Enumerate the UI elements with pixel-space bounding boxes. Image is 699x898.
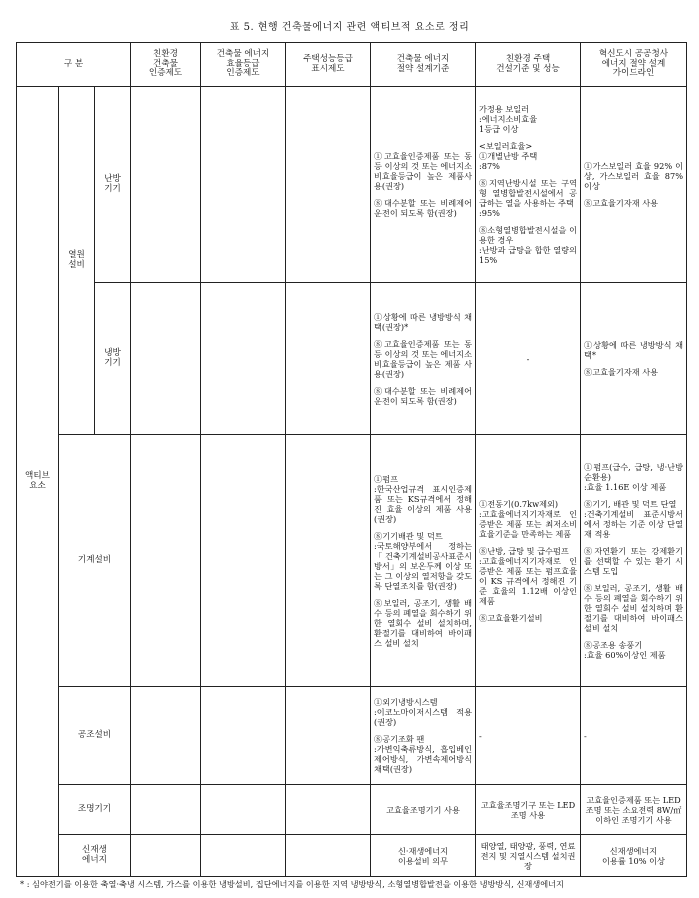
cooling-col1 xyxy=(131,283,201,435)
header-col2: 건축물 에너지 효율등급 인증제도 xyxy=(201,43,286,87)
header-gubun: 구 분 xyxy=(17,43,131,87)
renewable-col1 xyxy=(131,835,201,877)
cooling-col3 xyxy=(286,283,371,435)
row-cooling xyxy=(17,283,687,435)
mechanical-col3 xyxy=(286,435,371,687)
header-col1: 친환경 건축물 인증제도 xyxy=(131,43,201,87)
row-lighting xyxy=(17,785,687,835)
active-elements-table xyxy=(16,42,687,877)
lighting-guide: 고효율인증제품 또는 LED조명 또는 소요전력 8W/㎡ 이하인 조명기기 사용 xyxy=(581,785,687,835)
renewable-design: 신·재생에너지 이용설비 의무 xyxy=(371,835,476,877)
row-renewable xyxy=(17,835,687,877)
hvac-col3 xyxy=(286,687,371,785)
cooling-design: ①상황에 따른 냉방방식 채택(권장)* ⑧고효율인증제품 또는 동등 이상의 것 또는 에너지소비효율등급이 높은 제품 사용(권장) ⑧대수분할 또는 비례제어운전이 되도록 함(권장) xyxy=(371,283,476,435)
label-active: 액티브 요소 xyxy=(17,87,59,877)
hvac-guide: - xyxy=(581,687,687,785)
heating-col1 xyxy=(131,87,201,283)
table-title: 표 5. 현행 건축물에너지 관련 액티브적 요소로 정리 xyxy=(229,22,470,33)
hvac-housing: - xyxy=(476,687,581,785)
mechanical-design: ①펌프 :한국산업규격 표시인증제품 또는 KS규격에서 정해진 효율 이상의 제품 사용(권장) ⑧기기배관 및 덕트 :국토해양부에서 정하는「건축기계설비공사표준시방서」의 보온두께 이상 또는 그 이상의 열저항을 갖도록 단열조치를 함(권장) ⑧보일러, 공조기, 생활 배수 등의 폐열을 회수하기 위한 열회수 설비 설치하며, 환절기를 대비하여 바이패스 설비 설치 xyxy=(371,435,476,687)
lighting-col3 xyxy=(286,785,371,835)
heating-guide: ①가스보일러 효율 92% 이상, 가스보일러 효율 87% 이상 ⑧고효율기자재 사용 xyxy=(581,87,687,283)
footnote: * : 심야전기를 이용한 축열·축냉 시스템, 가스를 이용한 냉방설비, 집단에너지를 이용한 지역 냉방방식, 소형열병합발전을 이용한 냉방방식, 신재생에너지 xyxy=(20,879,564,889)
hvac-design: ①외기냉방시스템 :이코노마이저시스템 적용(권장) ⑧공기조화 팬 :가변익축류방식, 흡입베인제어방식, 가변속제어방식 채택(권장) xyxy=(371,687,476,785)
heating-col3 xyxy=(286,87,371,283)
heating-col2 xyxy=(201,87,286,283)
lighting-design: 고효율조명기기 사용 xyxy=(371,785,476,835)
label-lighting: 조명기기 xyxy=(59,785,131,835)
header-col6: 혁신도시 공공청사 에너지 절약 설계 가이드라인 xyxy=(581,43,687,87)
hvac-col1 xyxy=(131,687,201,785)
mechanical-guide: ①펌프(급수, 급탕, 냉·난방 순환용) :효율 1.16E 이상 제품 ⑧기기, 배관 및 덕트 단열 :건축기계설비 표준시방서에서 정하는 기준 이상 단열재 적용 ⑧자연환기 또는 강제환기를 선택할 수 있는 환기 시스템 도입 ⑧보일러, 공조기, 생활 배수 등의 폐열을 회수하기 위한 열회수 설비 설치하며 환절기를 대비하여 바이패스 설비 설치 ⑧공조용 송풍기 :효율 60%이상인 제품 xyxy=(581,435,687,687)
row-mechanical xyxy=(17,435,687,687)
mechanical-housing: ①전동기(0.7kw제외) :고효율에너지기자재로 인증받은 제품 또는 최저소비효율기준을 만족하는 제품 ⑧난방, 급탕 및 급수펌프 :고효율에너지기자재로 인증받은 제품 또는 펌프효율이 KS 규격에서 정해진 기준 효율의 1.12배 이상인 제품 ⑧고효율환기설비 xyxy=(476,435,581,687)
label-renewable: 신재생 에너지 xyxy=(59,835,131,877)
label-hvac: 공조설비 xyxy=(59,687,131,785)
renewable-col2 xyxy=(201,835,286,877)
hvac-col2 xyxy=(201,687,286,785)
heating-design: ①고효율인증제품 또는 동등 이상의 것 또는 에너지소비효율등급이 높은 제품사용(권장) ⑧대수분할 또는 비례제어운전이 되도록 함(권장) xyxy=(371,87,476,283)
header-row xyxy=(17,43,687,87)
lighting-col2 xyxy=(201,785,286,835)
label-cooling: 냉방 기기 xyxy=(95,283,131,435)
lighting-col1 xyxy=(131,785,201,835)
header-col4: 건축물 에너지 절약 설계기준 xyxy=(371,43,476,87)
cooling-col2 xyxy=(201,283,286,435)
lighting-housing: 고효율조명기구 또는 LED조명 사용 xyxy=(476,785,581,835)
cooling-guide: ①상황에 따른 냉방방식 채택* ⑧고효율기자재 사용 xyxy=(581,283,687,435)
renewable-col3 xyxy=(286,835,371,877)
label-mechanical: 기계설비 xyxy=(59,435,131,687)
renewable-guide: 신재생에너지 이용률 10% 이상 xyxy=(581,835,687,877)
cooling-housing: - xyxy=(476,283,581,435)
label-heat-source: 열원 설비 xyxy=(59,87,95,435)
header-col5: 친환경 주택 건설기준 및 성능 xyxy=(476,43,581,87)
renewable-housing: 태양열, 태양광, 풍력, 연료전지 및 지열시스템 설치권장 xyxy=(476,835,581,877)
row-hvac xyxy=(17,687,687,785)
mechanical-col1 xyxy=(131,435,201,687)
heating-housing: 가정용 보일러 :에너지소비효율 1등급 이상 <보일러효율> ①개별난방 주택 :87% ⑧지역난방시설 또는 구역형 열병합발전시설에서 공급하는 열을 사용하는 주택 :95% ⑧소형열병합발전시설을 이용한 경우 :난방과 급탕을 합한 열량의 15% xyxy=(476,87,581,283)
mechanical-col2 xyxy=(201,435,286,687)
row-heating xyxy=(17,87,687,283)
label-heating: 난방 기기 xyxy=(95,87,131,283)
header-col3: 주택성능등급 표시제도 xyxy=(286,43,371,87)
